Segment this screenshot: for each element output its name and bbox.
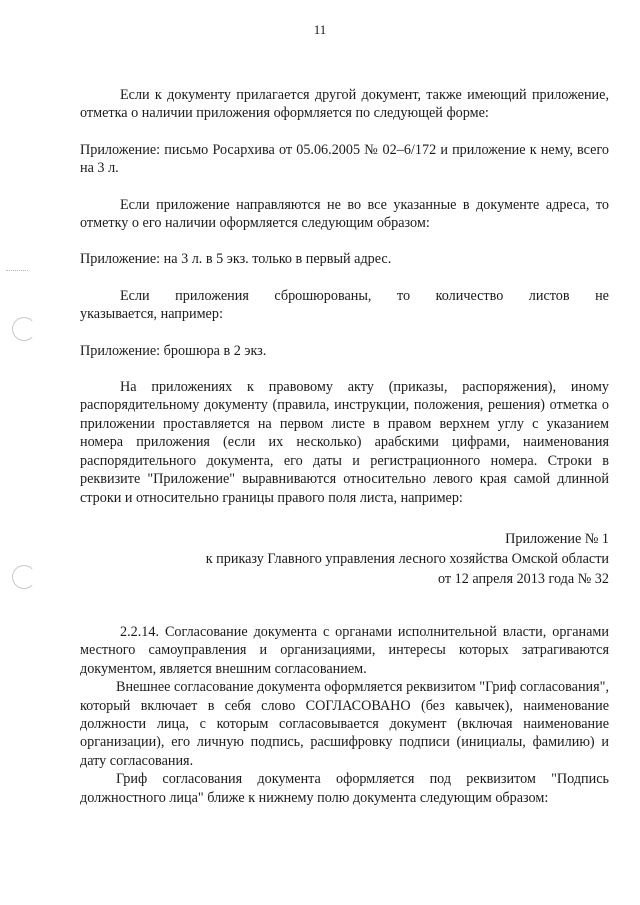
paragraph: Если к документу прилагается другой документ, также имеющий приложение, отметка о наличии приложения оформляется по следующей форме: bbox=[80, 87, 609, 122]
paragraph: Внешнее согласование документа оформляется реквизитом "Гриф согласования", который включает в себя слово СОГЛАСОВАНО (без кавычек), наименование должности лица, с которым согласовывается документ (включая наименование организации), его личную подпись, расшифровку подписи (инициалы, фамилию) и дату согласования. bbox=[80, 679, 609, 769]
paragraph: Если приложение направляются не во все указанные в документе адреса, то отметку о его наличии оформляется следующим образом: bbox=[80, 196, 609, 232]
appendix-line: к приказу Главного управления лесного хозяйства Омской области bbox=[205, 550, 609, 567]
appendix-example-block bbox=[80, 529, 609, 589]
paragraph: 2.2.14. Согласование документа с органами исполнительной власти, органами местного самоуправления и организациями, интересы которых затрагиваются документом, является внешним согласованием. bbox=[80, 623, 609, 677]
paragraph-line-spread bbox=[80, 287, 609, 305]
word: сброшюрованы, bbox=[274, 287, 372, 304]
appendix-line: от 12 апреля 2013 года № 32 bbox=[437, 570, 609, 587]
paragraph: Приложение: письмо Росархива от 05.06.2005 № 02–6/172 и приложение к нему, всего на 3 л. bbox=[80, 141, 609, 177]
word: листов bbox=[528, 287, 570, 304]
page-number: 11 bbox=[313, 22, 327, 37]
paragraph: На приложениях к правовому акту (приказы, распоряжения), иному распорядительному документу (правила, инструкции, положения, решения) отметка о приложении проставляется на первом листе в правом верхнем углу с указанием номера приложения (если их несколько) арабскими цифрами, наименования распорядительного документа, его даты и регистрационного номера. Строки в реквизите "Приложение" выравниваются относительно левого края самой длинной строки и относительно границы правого поля листа, например: bbox=[80, 379, 609, 506]
paragraph: Приложение: брошюра в 2 экз. bbox=[80, 342, 267, 359]
paragraph-line: указывается, например: bbox=[80, 306, 223, 323]
paragraph bbox=[80, 287, 609, 324]
word: Если bbox=[120, 287, 150, 304]
scan-artifact-mark bbox=[12, 317, 36, 341]
word: то bbox=[396, 287, 411, 304]
document-body bbox=[80, 86, 609, 807]
scan-artifact-dash bbox=[6, 270, 28, 271]
paragraph: Гриф согласования документа оформляется под реквизитом "Подпись должностного лица" ближе к нижнему полю документа следующим образом: bbox=[80, 771, 609, 806]
appendix-line: Приложение № 1 bbox=[505, 530, 609, 547]
scan-artifact-mark bbox=[12, 565, 36, 589]
word: количество bbox=[435, 287, 504, 304]
word: не bbox=[595, 287, 609, 304]
paragraph: Приложение: на 3 л. в 5 экз. только в первый адрес. bbox=[80, 251, 392, 268]
word: приложения bbox=[175, 287, 249, 304]
